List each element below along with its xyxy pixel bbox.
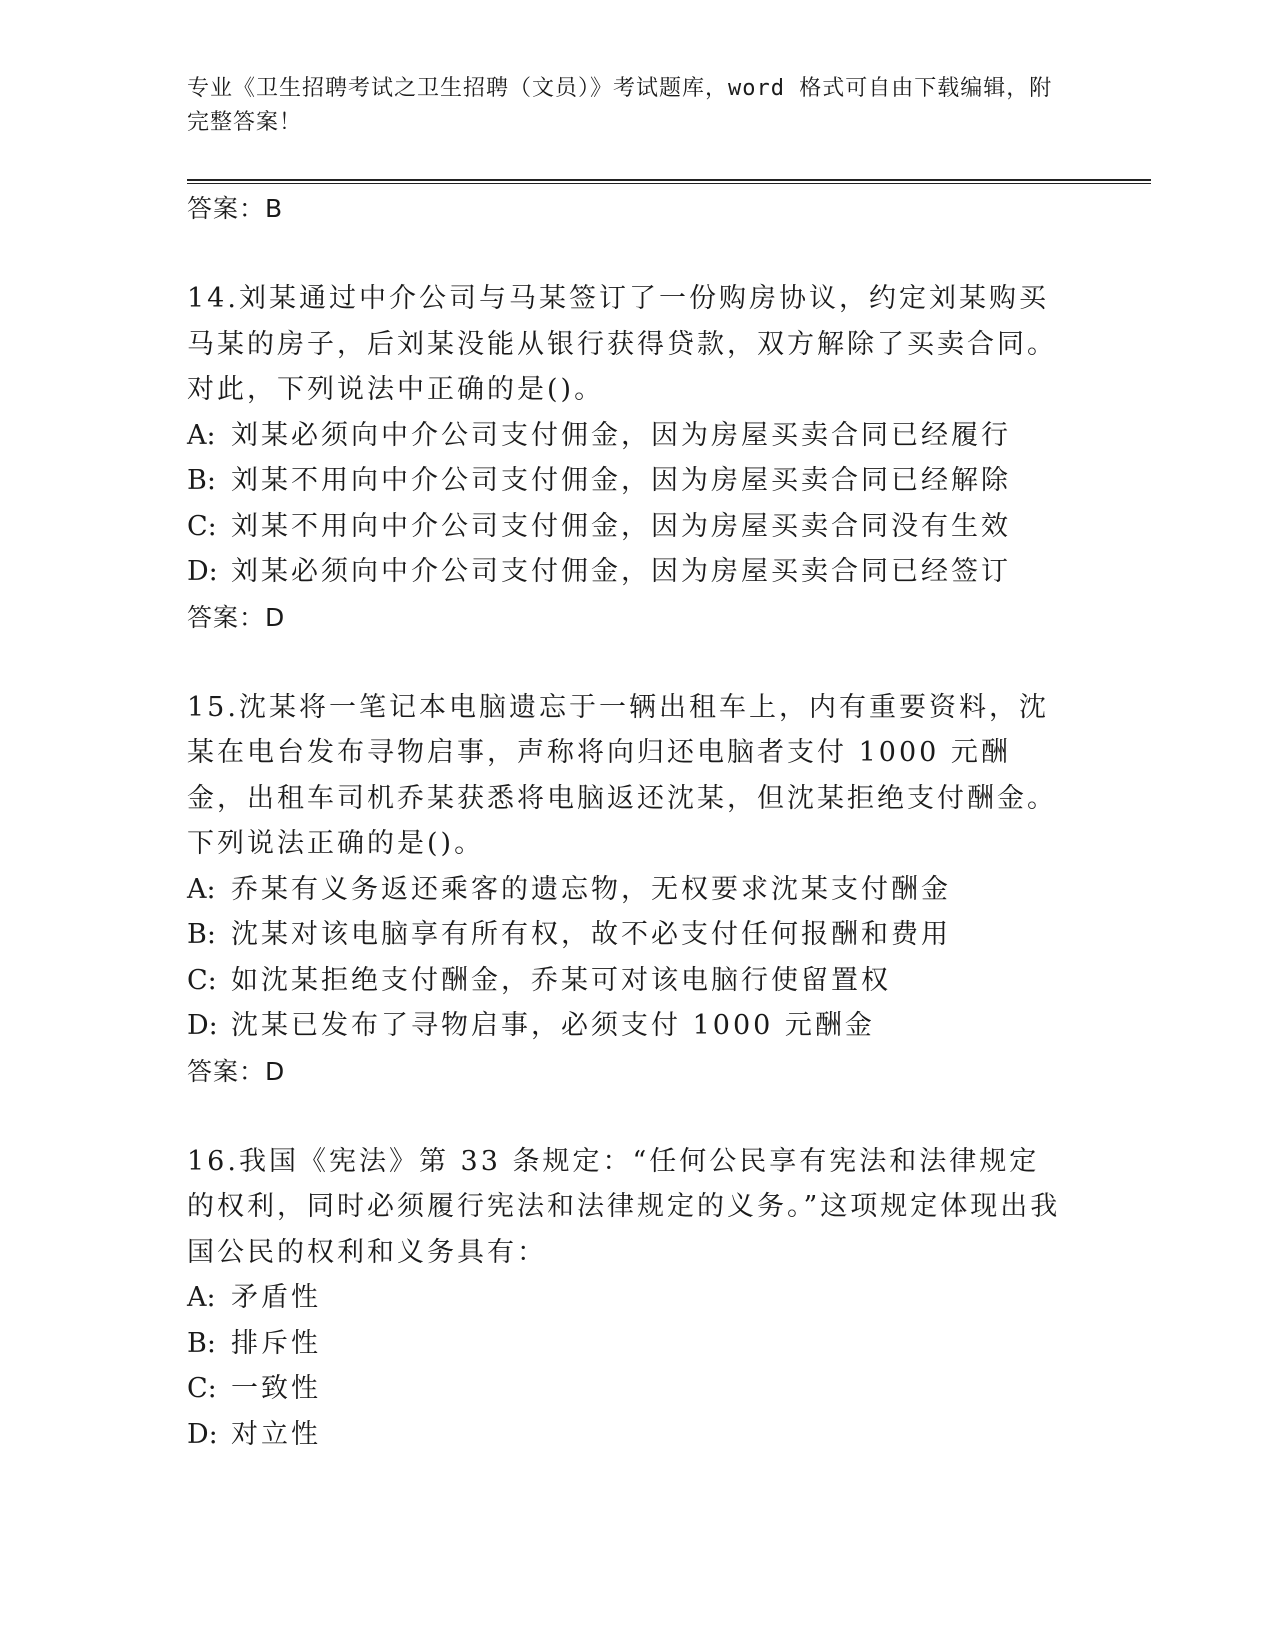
question-16-stem: 16.我国《宪法》第 33 条规定：“任何公民享有宪法和法律规定的权利，同时必须履行宪法和法律规定的义务。”这项规定体现出我国公民的权利和义务具有： <box>187 1145 1061 1268</box>
option-text: 刘某必须向中介公司支付佣金，因为房屋买卖合同已经履行 <box>231 419 1011 451</box>
question-15-stem: 15.沈某将一笔记本电脑遗忘于一辆出租车上，内有重要资料，沈某在电台发布寻物启事，声称将向归还电脑者支付 1000 元酬金，出租车司机乔某获悉将电脑返还沈某，但沈某拒绝支付酬金。下列说法正确的是()。 <box>187 691 1057 859</box>
question-14-option-b <box>187 458 1087 504</box>
question-14-stem: 14.刘某通过中介公司与马某签订了一份购房协议，约定刘某购买马某的房子，后刘某没能从银行获得贷款，双方解除了买卖合同。对此，下列说法中正确的是()。 <box>187 283 1057 405</box>
question-16-option-a <box>187 1275 1087 1321</box>
option-text: 沈某已发布了寻物启事，必须支付 1000 元酬金 <box>231 1010 875 1041</box>
option-text: 刘某必须向中介公司支付佣金，因为房屋买卖合同已经签订 <box>231 556 1011 587</box>
question-15-option-c <box>187 958 1087 1004</box>
question-15-answer: 答案：D <box>187 1056 286 1086</box>
option-letter: B: <box>187 919 216 950</box>
option-text: 一致性 <box>231 1373 321 1404</box>
question-16-option-b <box>187 1321 1087 1367</box>
answer-13: 答案：B <box>187 194 284 223</box>
option-text: 刘某不用向中介公司支付佣金，因为房屋买卖合同已经解除 <box>231 465 1011 496</box>
question-14-option-a <box>187 413 1087 459</box>
header-divider-thin <box>187 183 1151 184</box>
option-text: 排斥性 <box>231 1327 321 1359</box>
document-body <box>187 186 1087 1457</box>
option-letter: D: <box>187 556 218 587</box>
option-text: 对立性 <box>231 1418 321 1450</box>
header-divider-thick <box>187 179 1151 181</box>
option-letter: A: <box>187 873 216 905</box>
question-15-option-a <box>187 867 1087 913</box>
question-14-answer: 答案：D <box>187 602 286 632</box>
question-14 <box>187 276 1087 641</box>
option-letter: B: <box>187 465 216 496</box>
option-letter: C: <box>187 510 217 542</box>
option-letter: C: <box>187 964 217 996</box>
question-14-option-c <box>187 504 1087 550</box>
question-15-option-b <box>187 912 1087 958</box>
option-text: 乔某有义务返还乘客的遗忘物，无权要求沈某支付酬金 <box>231 873 951 905</box>
option-letter: A: <box>187 1282 216 1313</box>
question-14-option-d <box>187 549 1087 595</box>
option-letter: D: <box>187 1418 218 1450</box>
option-letter: D: <box>187 1010 218 1041</box>
option-letter: A: <box>187 419 216 451</box>
option-text: 矛盾性 <box>231 1282 321 1313</box>
option-text: 刘某不用向中介公司支付佣金，因为房屋买卖合同没有生效 <box>231 510 1011 542</box>
option-letter: C: <box>187 1373 217 1404</box>
option-letter: B: <box>187 1327 216 1359</box>
document-header: 专业《卫生招聘考试之卫生招聘（文员）》考试题库，word 格式可自由下载编辑，附完整答案！ <box>187 76 1053 135</box>
question-16 <box>187 1139 1087 1458</box>
question-16-option-d <box>187 1412 1087 1458</box>
question-16-option-c <box>187 1366 1087 1412</box>
question-15 <box>187 685 1087 1095</box>
question-15-option-d <box>187 1003 1087 1049</box>
option-text: 如沈某拒绝支付酬金，乔某可对该电脑行使留置权 <box>231 964 891 996</box>
option-text: 沈某对该电脑享有所有权，故不必支付任何报酬和费用 <box>231 919 951 950</box>
